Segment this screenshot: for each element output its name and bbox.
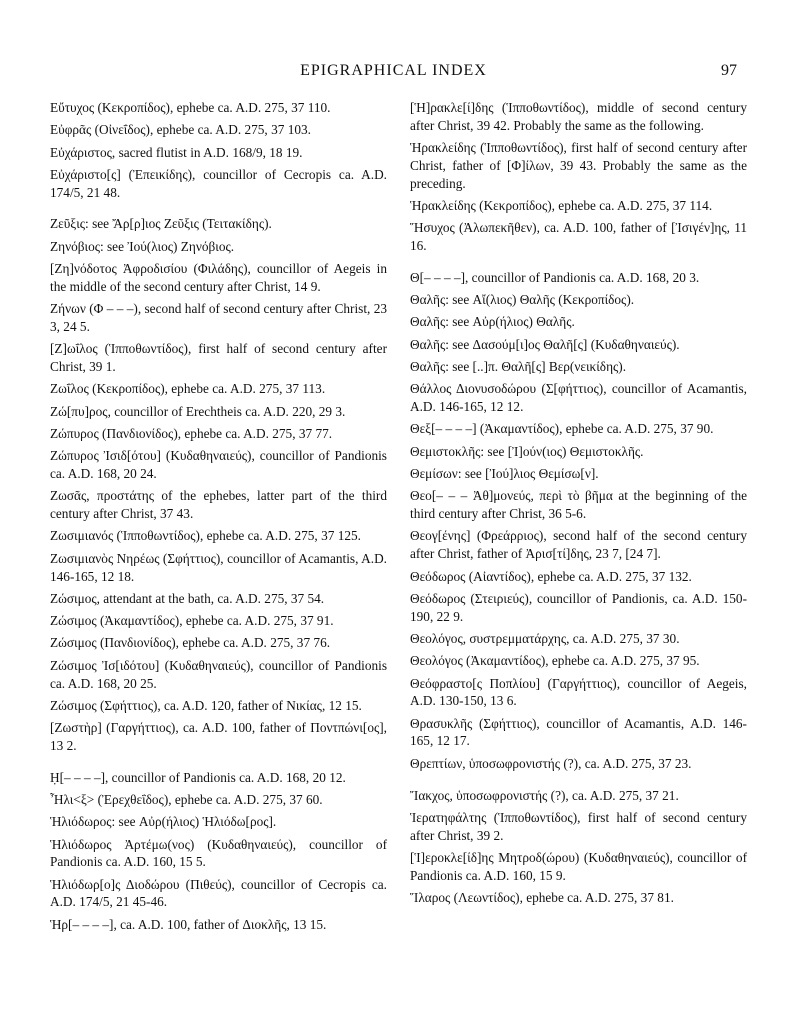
index-entry: Ζωΐλος (Κεκροπίδος), ephebe ca. A.D. 275, 37 113. [50,381,326,397]
index-entry: [Ζ]ωΐλος (Ἱπποθωντίδος), first half of second century after Christ, 39 1. [50,341,387,375]
index-entry: Θαλῆς: see [..]π. Θαλῆ[ς] Βερ(νεικίδης). [410,359,627,375]
index-entry: Θάλλος Διονυσοδώρου (Σ[φήττιος), councillor of Acamantis, A.D. 146-165, 12 12. [410,381,747,415]
index-entry: Ζώσιμος (Σφήττιος), ca. A.D. 120, father of Νικίας, 12 15. [50,697,362,713]
index-entry: Θρασυκλῆς (Σφήττιος), councillor of Acamantis, A.D. 146-165, 12 17. [410,715,747,749]
index-entry: Ἦλι<ξ> (Ἐρεχθεΐδος), ephebe ca. A.D. 275, 37 60. [50,792,323,807]
index-entry: [Ζη]νόδοτος Ἀφροδισίου (Φιλάδης), councillor of Aegeis in the middle of the second century after Christ, 14 9. [50,261,387,294]
index-entry: Θεολόγος (Ἀκαμαντίδος), ephebe ca. A.D. 275, 37 95. [410,653,700,669]
index-entry: Θρεπτίων, ὑποσωφρονιστής (?), ca. A.D. 275, 37 23. [410,755,692,771]
index-entry: Θεολόγος, συστρεμματάρχης, ca. A.D. 275, 37 30. [410,630,680,646]
index-entry: Ḥ[– – – –], councillor of Pandionis ca. A.D. 168, 20 12. [50,769,346,785]
index-entry: Ζώσιμος Ἰσ[ιδότου] (Κυδαθηναιεύς), councillor of Pandionis ca. A.D. 168, 20 25. [50,657,387,691]
index-entry: Ζωσᾶς, προστάτης of the ephebes, latter part of the third century after Christ, 37 43. [50,488,387,522]
index-entry: Ἡρακλείδης (Ἱπποθωντίδος), first half of second century after Christ, father of [Φ]ίλων, 39 43. Probably the same as the preceding. [410,140,747,191]
index-entry: [Ἡ]ρακλε[ί]δης (Ἱπποθωντίδος), middle of second century after Christ, 39 42. Probably the same as the following. [410,100,747,133]
index-entry: Ζωσιμιανὸς Νηρέως (Σφήττιος), councillor of Acamantis, A.D. 146-165, 12 18. [50,550,387,584]
page-number: 97 [721,62,737,79]
index-entry: Ἡλιόδωρ[ο]ς Διοδώρου (Πιθεύς), councillor of Cecropis ca. A.D. 174/5, 21 45-46. [50,876,387,910]
page-header [0,62,787,86]
index-entry: Ζήνων (Φ – – –), second half of second century after Christ, 23 3, 24 5. [50,301,387,334]
index-entry: Θαλῆς: see Αὐρ(ήλιος) Θαλῆς. [410,314,575,330]
index-entry: Εὐχάριστο[ς] (Ἐπεικίδης), councillor of Cecropis ca. A.D. 174/5, 21 48. [50,166,387,200]
index-entry: Θεο[– – – Ἀθ]μονεύς, περὶ τὸ βῆμα at the beginning of the third century after Christ, 36 5-6. [410,488,747,522]
index-entry: Ζώσιμος (Ἀκαμαντίδος), ephebe ca. A.D. 275, 37 91. [50,613,334,629]
index-entry: Ζωσιμιανός (Ἱπποθωντίδος), ephebe ca. A.D. 275, 37 125. [50,528,361,544]
right-column [410,99,747,911]
index-entry: Ἡλιόδωρος Ἀρτέμω(νος) (Κυδαθηναιεύς), councillor of Pandionis ca. A.D. 160, 15 5. [50,836,387,870]
index-entry: Ἡρακλείδης (Κεκροπίδος), ephebe ca. A.D. 275, 37 114. [410,197,713,213]
index-entry: Ἴακχος, ὑποσωφρονιστής (?), ca. A.D. 275, 37 21. [410,787,679,803]
index-entry: Θεογ[ένης] (Φρεάρριος), second half of the second century after Christ, father of Ἀρισ[τί]δης, 23 7, [24 7]. [410,528,747,562]
index-entry: Ζώπυρος Ἰσιδ[ότου] (Κυδαθηναιεύς), councillor of Pandionis ca. A.D. 168, 20 24. [50,448,387,482]
index-entry: Θεόδωρος (Αἰαντίδος), ephebe ca. A.D. 275, 37 132. [410,568,692,584]
index-entry: Ἱερατηφάλτης (Ἱπποθωντίδος), first half of second century after Christ, 39 2. [410,809,747,843]
index-entry: Θεμίσων: see [Ἰού]λιος Θεμίσω[ν]. [410,466,599,482]
index-entry: Εὐφρᾶς (Οἰνεΐδος), ephebe ca. A.D. 275, 37 103. [50,122,311,138]
page-title: EPIGRAPHICAL INDEX [300,62,487,79]
index-entry: Ζώσιμος, attendant at the bath, ca. A.D. 275, 37 54. [50,590,325,606]
index-entry: Θεόφραστο[ς Ποπλίου] (Γαργήττιος), councillor of Aegeis, A.D. 130-150, 13 6. [410,675,747,709]
index-entry: Ἵλαρος (Λεωντίδος), ephebe ca. A.D. 275, 37 81. [410,889,674,905]
index-entry: Ζώπυρος (Πανδιονίδος), ephebe ca. A.D. 275, 37 77. [50,425,333,441]
index-entry: Θαλῆς: see Δασούμ[ι]ος Θαλῆ[ς] (Κυδαθηναιεύς). [410,336,680,352]
index-entry: Ζεῦξις: see Ἄρ[ρ]ιος Ζεῦξις (Τειτακίδης). [50,216,272,232]
index-entry: Ἡλιόδωρος: see Αὐρ(ήλιος) Ἡλιόδω[ρος]. [50,814,277,830]
index-entry: Θεόδωρος (Στειριεύς), councillor of Pandionis, ca. A.D. 150-190, 22 9. [410,590,747,624]
index-entry: Θεμιστοκλῆς: see [Ἰ]ούν(ιος) Θεμιστοκλῆς. [410,443,644,459]
index-entry: Ἡρ[– – – –], ca. A.D. 100, father of Διοκλῆς, 13 15. [50,916,327,932]
index-entry: Ζώ[πυ]ρος, councillor of Erechtheis ca. A.D. 220, 29 3. [50,403,346,419]
left-column [50,99,387,938]
index-entry: Θεξ[– – – –] (Ἀκαμαντίδος), ephebe ca. A.D. 275, 37 90. [410,421,714,437]
index-entry: Ἥσυχος (Ἀλωπεκῆθεν), ca. A.D. 100, father of [Ἰσιγέν]ης, 11 16. [410,220,747,254]
index-entry: Θαλῆς: see Αἴ(λιος) Θαλῆς (Κεκροπίδος). [410,292,635,308]
index-entry: Ζώσιμος (Πανδιονίδος), ephebe ca. A.D. 275, 37 76. [50,635,331,651]
index-entry: Ζηνόβιος: see Ἰού(λιος) Ζηνόβιος. [50,238,235,254]
index-entry: [Ἱ]εροκλε[ίδ]ης Μητροδ(ώρου) (Κυδαθηναιεύς), councillor of Pandionis ca. A.D. 160, 15 9. [410,849,747,883]
index-entry: [Ζωστὴρ] (Γαργήττιος), ca. A.D. 100, father of Ποντπώνι[ος], 13 2. [50,720,387,753]
index-entry: Θ[– – – –], councillor of Pandionis ca. A.D. 168, 20 3. [410,269,700,285]
index-entry: Εὔτυχος (Κεκροπίδος), ephebe ca. A.D. 275, 37 110. [50,100,331,115]
index-entry: Εὐχάριστος, sacred flutist in A.D. 168/9, 18 19. [50,144,303,160]
